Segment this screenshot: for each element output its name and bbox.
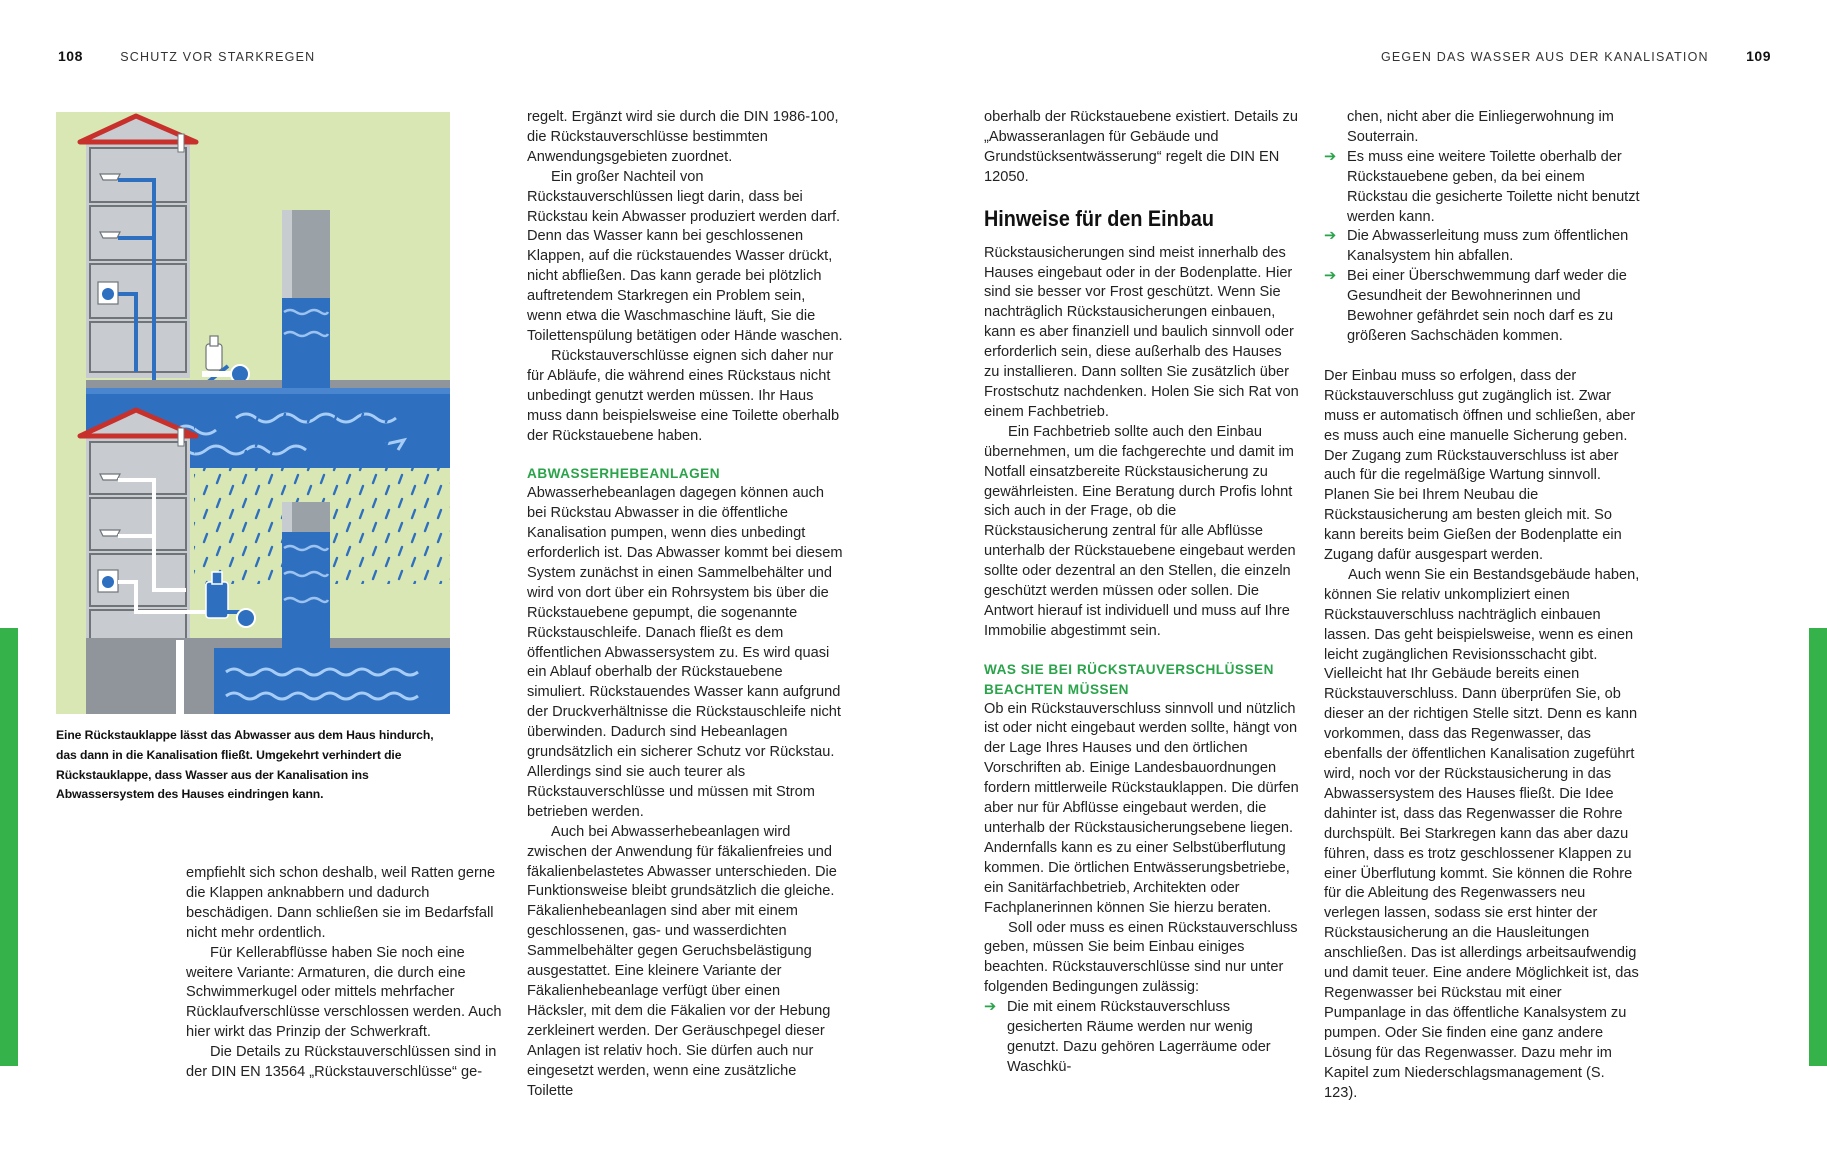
paragraph: Die Details zu Rückstauverschlüssen sind in der DIN EN 13564 „Rückstauverschlüsse“ ge-	[186, 1044, 497, 1081]
right-page-header	[1381, 48, 1771, 64]
bullet-item	[1324, 267, 1640, 347]
paragraph: Der Einbau muss so erfolgen, dass der Rückstauverschluss gut zugänglich ist. Zwar muss er automatisch öffnen und schließen, aber es muss auch eine manuelle Sicherung geben. Der Zugang zum Rückstauverschluss ist aber auch für die regelmäßige Wartung sinnvoll. Planen Sie bei Ihrem Neubau die Rückstausicherung am besten gleich mit. So kann bereits beim Gießen der Bodenplatte ein Zugang dafür ausgespart werden.	[1324, 367, 1636, 564]
bullet-item	[984, 998, 1300, 1078]
bullet-text: Die Abwasserleitung muss zum öffentlichen Kanalsystem hin abfallen.	[1347, 228, 1629, 265]
paragraph: Für Kellerabflüsse haben Sie noch eine weitere Variante: Armaturen, die durch eine Schwimmerkugel oder mittels mehrfacher Rücklaufverschlüsse verschlossen werden. Auch hier wirkt das Prinzip der Schwerkraft.	[186, 944, 502, 1041]
paragraph: Soll oder muss es einen Rückstauverschluss geben, müssen Sie beim Einbau einiges beachten. Rückstauverschlüsse sind nur unter folgenden Bedingungen zulässig:	[984, 919, 1298, 996]
paragraph: Ob ein Rückstauverschluss sinnvoll und nützlich ist oder nicht eingebaut werden sollte, hängt von der Lage Ihres Hauses und den örtlichen Vorschriften ab. Einige Landesbauordnungen fordern mittlerweile Rückstauklappen. Die dürfen aber nur für Abflüsse eingebaut werden, die unterhalb der Rückstausicherungsebene liegen. Andernfalls kann es zu einer Selbstüberflutung kommen. Die örtlichen Entwässerungsbetriebe, ein Sanitärfachbetrieb, Architekten oder Fachplanerinnen können Sie hierzu beraten.	[984, 700, 1299, 916]
paragraph: Auch wenn Sie ein Bestandsgebäude haben, können Sie relativ unkompliziert einen Rückstauverschluss nachträglich einbauen lassen. Das geht beispielsweise, wenn es einen leicht zugänglichen Revisionsschacht gibt. Vielleicht hat Ihr Gebäude bereits einen Rückstauverschluss. Dann überprüfen Sie, ob dieser an der richtigen Stelle sitzt. Denn es kann vorkommen, dass das Regenwasser, das ebenfalls der öffentlichen Kanalisation zugeführt wird, noch vor der Rückstausicherung in das Abwassersystem des Hauses fließt. Die Idee dahinter ist, dass das Regenwasser die Rohre durchspült. Bei Starkregen kann das aber dazu führen, dass es trotz geschlossener Klappen zu einer Überflutung kommt. Sie können die Rohre für die Ableitung des Regenwassers neu verlegen lassen, sodass sie erst hinter der Rückstausicherung an die Hausleitungen anschließen. Das ist allerdings arbeitsaufwendig und damit teuer. Eine andere Möglichkeit ist, das Regenwasser bei Rückstau mit einer Pumpanlage in das öffentliche Kanalsystem zu pumpen. Oder Sie finden eine ganz andere Lösung für das Regenwasser. Dazu mehr im Kapitel zum Niederschlagsmanagement (S. 123).	[1324, 566, 1640, 1101]
sewer-lower	[214, 648, 450, 714]
left-page-number: 108	[58, 48, 83, 64]
pump-tank-icon	[206, 582, 228, 618]
pump-valve-icon	[237, 609, 255, 627]
bullet-item	[1324, 148, 1640, 228]
subheading-abwasserhebeanlagen: ABWASSERHEBEANLAGEN	[527, 466, 721, 482]
paragraph: oberhalb der Rückstauebene existiert. Details zu „Abwasseranlagen für Gebäude und Grundstücksentwässerung“ regelt die DIN EN 12050.	[984, 109, 1298, 185]
left-edge-marker	[0, 628, 18, 1066]
right-running-title: GEGEN DAS WASSER AUS DER KANALISATION	[1380, 50, 1709, 64]
left-page-header	[58, 48, 315, 64]
arrow-right-icon: ➔	[1324, 148, 1337, 165]
bullet-text: Es muss eine weitere Toilette oberhalb der Rückstauebene geben, da bei einem Rückstau die gesicherte Toilette nicht benutzt werden kann.	[1347, 148, 1640, 225]
bullet-text: Bei einer Überschwemmung darf weder die Gesundheit der Bewohnerinnen und Bewohner gefährdet sein noch darf es zu größeren Sachschäden kommen.	[1347, 268, 1627, 344]
column-1	[186, 864, 502, 1083]
bullet-text: Die mit einem Rückstauverschluss gesicherten Räume werden nur wenig genutzt. Dazu gehören Lagerräume oder Waschkü-	[1007, 999, 1271, 1075]
paragraph: empfiehlt sich schon deshalb, weil Ratten gerne die Klappen anknabbern und dadurch beschädigen. Dann schließen sie im Bedarfsfall nicht mehr ordentlich.	[186, 865, 496, 941]
paragraph: Auch bei Abwasserhebeanlagen wird zwischen der Anwendung für fäkalienfreies und fäkalienbelastetes Abwasser unterschieden. Die Funktionsweise bleibt grundsätzlich die gleiche. Fäkalienhebeanlagen sind aber mit einem geschlossenen, gas- und wasserdichten Sammelbehälter gegen Geruchsbelästigung ausgestattet. Eine kleinere Variante der Fäkalienhebeanlage verfügt über einen Häcksler, mit dem die Fäkalien vor der Hebung zerkleinert werden. Der Geräuschpegel dieser Anlagen ist relativ hoch. Sie dürfen auch nur eingesetzt werden, wenn eine zusätzliche Toilette	[527, 823, 837, 1099]
paragraph: Abwasserhebeanlagen dagegen können auch bei Rückstau Abwasser in die öffentliche Kanalisation pumpen, wenn dies unbedingt erforderlich ist. Das Abwasser kommt bei diesem System zunächst in einen Sammelbehälter und wird von dort über ein Rohrsystem bis über die Rückstauebene gepumpt, die sogenannte Rückstauschleife. Danach fließt es dem öffentlichen Abwassersystem zu. Es wird quasi ein Ablauf oberhalb der Rückstauebene simuliert. Rückstauendes Wasser kann aufgrund der Druckverhältnisse die Rückstauschleife nicht überwinden. Dadurch sind Hebeanlagen grundsätzlich ein sicherer Schutz vor Rückstau. Allerdings sind sie auch teurer als Rückstauverschlüsse und müssen mit Strom betrieben werden.	[527, 485, 843, 820]
arrow-right-icon: ➔	[1324, 228, 1337, 245]
subheading-line: BEACHTEN MÜSSEN	[984, 681, 1129, 697]
paragraph: Ein großer Nachteil von Rückstauverschlüssen liegt darin, dass bei Rückstau kein Abwasser produziert werden darf. Denn das Wasser kann bei geschlossenen Klappen, auf die rückstauendes Wasser drückt, nicht abfließen. Das kann gerade bei plötzlich auftretendem Starkregen ein Problem sein, wenn etwa die Waschmaschine läuft, Sie die Toilettenspülung betätigen oder Hände waschen.	[527, 168, 843, 344]
right-page-number: 109	[1746, 48, 1771, 64]
backflow-flap-icon	[176, 640, 184, 714]
subheading-line: WAS SIE BEI RÜCKSTAUVERSCHLÜSSEN	[984, 661, 1274, 677]
backflow-diagram	[56, 112, 450, 714]
paragraph: Ein Fachbetrieb sollte auch den Einbau übernehmen, um die fachgerechte und damit im Notfall einsatzbereite Rückstausicherung zu gewährleisten. Eine Beratung durch Profis lohnt sich auch in der Frage, ob die Rückstausicherung zentral für alle Abflüsse unterhalb der Rückstauebene eingebaut werden sollte oder dezentral an den Stellen, die einzeln geschützt werden müssen oder sollen. Die Antwort hierauf ist individuell und muss auf Ihre Immobilie abgestimmt sein.	[984, 423, 1296, 639]
subheading-rueckstauverschluesse	[984, 660, 1300, 700]
arrow-right-icon: ➔	[984, 999, 997, 1016]
column-3	[984, 108, 1300, 1078]
column-4	[1324, 108, 1640, 1103]
paragraph: Rückstausicherungen sind meist innerhalb des Hauses eingebaut oder in der Bodenplatte. Hier sind sie besser vor Frost geschützt. Wenn Sie nachträglich Rückstausicherungen einbauen, kann es aber finanziell und baulich sinnvoll oder erforderlich sein, diese außerhalb des Hauses zu installieren. Dann sollten Sie zusätzlich über Frostschutz nachdenken. Holen Sie sich Rat von einem Fachbetrieb.	[984, 244, 1299, 420]
left-running-title: SCHUTZ VOR STARKREGEN	[120, 50, 316, 64]
figure-caption: Eine Rückstauklappe lässt das Abwasser aus dem Haus hindurch, das dann in die Kanalisation fließt. Umgekehrt verhindert die Rückstauklappe, dass Wasser aus der Kanalisation ins Abwassersystem des Hauses eindringen kann.	[56, 728, 434, 802]
paragraph: Rückstauverschlüsse eignen sich daher nur für Abläufe, die während eines Rückstaus nicht unbedingt genutzt werden müssen. Ihr Haus muss dann beispielsweise eine Toilette oberhalb der Rückstauebene haben.	[527, 347, 840, 444]
backflow-illustration	[56, 112, 450, 714]
section-heading: Hinweise für den Einbau	[984, 205, 1214, 231]
bullet-item	[1324, 227, 1640, 267]
paragraph: regelt. Ergänzt wird sie durch die DIN 1986-100, die Rückstauverschlüsse bestimmten Anwendungsgebieten zuordnet.	[527, 109, 839, 165]
bullet-continuation: chen, nicht aber die Einliegerwohnung im Souterrain.	[1347, 109, 1614, 145]
right-edge-marker	[1809, 628, 1827, 1066]
arrow-right-icon: ➔	[1324, 268, 1337, 285]
column-2	[527, 108, 843, 1101]
lower-scene	[80, 410, 450, 714]
